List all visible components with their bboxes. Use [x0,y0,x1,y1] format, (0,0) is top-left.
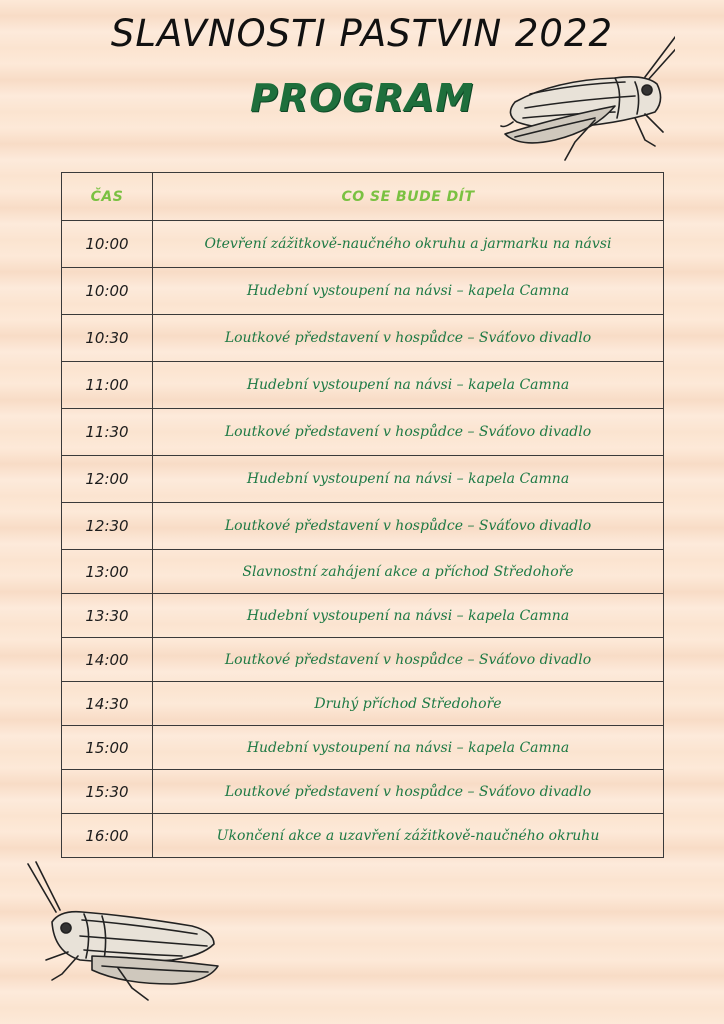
time-cell: 16:00 [62,814,153,858]
time-cell: 15:30 [62,770,153,814]
event-cell: Loutkové představení v hospůdce – Sváťovo divadlo [153,315,664,362]
table-row [62,409,664,456]
event-cell: Loutkové představení v hospůdce – Sváťovo divadlo [153,409,664,456]
table-row [62,682,664,726]
time-cell: 14:00 [62,638,153,682]
table-row [62,550,664,594]
time-cell: 10:00 [62,221,153,268]
event-cell: Hudební vystoupení na návsi – kapela Camna [153,362,664,409]
grasshopper-icon [22,860,222,1005]
event-cell: Ukončení akce a uzavření zážitkově-naučného okruhu [153,814,664,858]
event-cell: Otevření zážitkově-naučného okruhu a jarmarku na návsi [153,221,664,268]
time-cell: 13:00 [62,550,153,594]
event-cell: Loutkové představení v hospůdce – Sváťovo divadlo [153,503,664,550]
table-row [62,456,664,503]
table-row [62,362,664,409]
page-title: SLAVNOSTI PASTVIN 2022 [110,12,614,55]
event-cell: Hudební vystoupení na návsi – kapela Camna [153,268,664,315]
time-cell: 12:00 [62,456,153,503]
time-cell: 11:00 [62,362,153,409]
column-header-time: ČAS [62,173,153,221]
event-cell: Loutkové představení v hospůdce – Sváťovo divadlo [153,638,664,682]
table-row [62,770,664,814]
event-cell: Hudební vystoupení na návsi – kapela Camna [153,594,664,638]
table-row [62,814,664,858]
grasshopper-icon [495,22,675,167]
table-row [62,503,664,550]
table-row [62,315,664,362]
event-cell: Loutkové představení v hospůdce – Sváťovo divadlo [153,770,664,814]
time-cell: 12:30 [62,503,153,550]
event-cell: Hudební vystoupení na návsi – kapela Camna [153,726,664,770]
time-cell: 11:30 [62,409,153,456]
time-cell: 15:00 [62,726,153,770]
column-header-event: CO SE BUDE DÍT [153,173,664,221]
program-table [61,172,664,858]
time-cell: 10:30 [62,315,153,362]
table-row [62,594,664,638]
event-cell: Druhý příchod Středohoře [153,682,664,726]
page-subtitle: PROGRAM [249,76,475,120]
event-cell: Hudební vystoupení na návsi – kapela Camna [153,456,664,503]
table-row [62,638,664,682]
table-row [62,221,664,268]
time-cell: 13:30 [62,594,153,638]
time-cell: 10:00 [62,268,153,315]
table-row [62,268,664,315]
event-cell: Slavnostní zahájení akce a příchod Středohoře [153,550,664,594]
time-cell: 14:30 [62,682,153,726]
table-header-row [62,173,664,221]
table-row [62,726,664,770]
